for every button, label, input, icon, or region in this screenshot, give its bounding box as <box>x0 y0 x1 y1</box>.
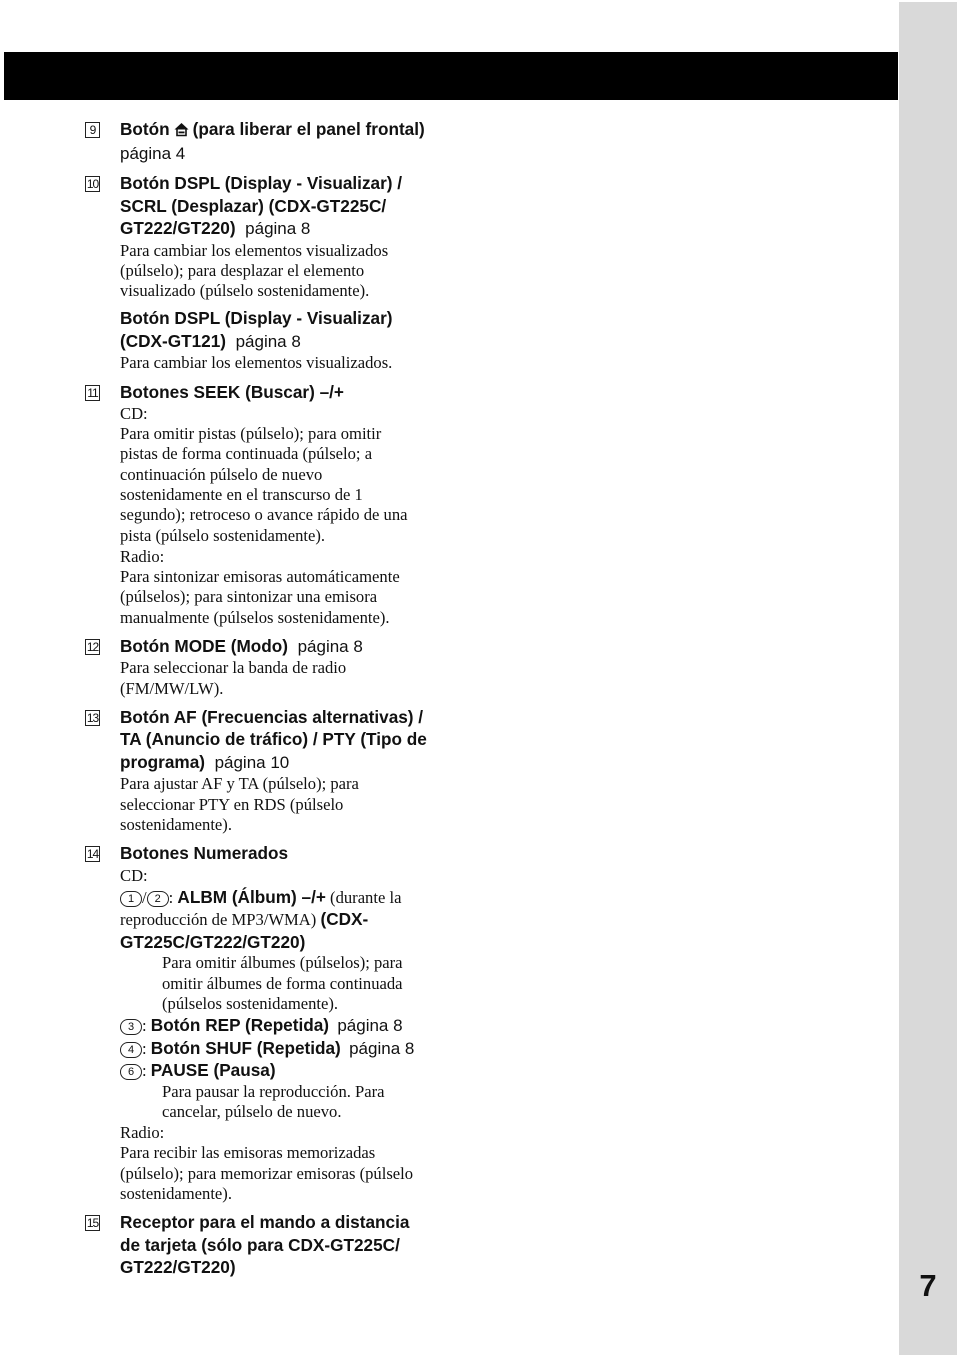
item-number: 15 <box>86 1216 99 1231</box>
header-bar <box>4 52 898 100</box>
cd-label: CD: <box>120 404 148 424</box>
description: Para omitir álbumes (púlselos); para <box>162 953 403 973</box>
description: pista (púlselo sostenidamente). <box>120 525 326 545</box>
item-heading: de tarjeta (sólo para CDX-GT225C/ <box>120 1234 400 1255</box>
description: Para omitir pistas (púlselo); para omitir <box>120 424 382 444</box>
item-heading: programa) página 10 <box>120 751 290 772</box>
pause-label: PAUSE (Pausa) <box>150 1060 276 1081</box>
side-tab <box>899 2 957 1355</box>
description: omitir álbumes de forma continuada <box>162 973 403 993</box>
item-heading: Botón AF (Frecuencias alternativas) / <box>120 706 424 727</box>
button-2-icon: 2 <box>147 891 169 907</box>
description: (FM/MW/LW). <box>120 678 224 698</box>
model-label: (CDX- <box>320 909 369 930</box>
page-reference: página 8 <box>349 1038 415 1058</box>
list-item-14 <box>85 842 485 1204</box>
shuf-label: Botón SHUF (Repetida) <box>150 1037 341 1058</box>
list-item-12 <box>85 635 485 699</box>
item-heading: GT222/GT220) <box>120 1257 236 1278</box>
description: seleccionar PTY en RDS (púlselo <box>120 794 344 814</box>
button-3-icon: 3 <box>120 1019 142 1035</box>
description: sostenidamente). <box>120 1183 232 1203</box>
item-number: 12 <box>86 639 99 654</box>
item-number: 11 <box>85 385 100 401</box>
description: Para pausar la reproducción. Para <box>162 1081 385 1101</box>
page-reference: página 8 <box>245 219 311 238</box>
description: (púlselos); para sintonizar una emisora <box>120 587 378 607</box>
description: pistas de forma continuada (púlselo; a <box>120 444 373 464</box>
cd-label: CD: <box>120 865 148 885</box>
description: visualizado (púlselo sostenidamente). <box>120 281 370 301</box>
button-6-icon: 6 <box>120 1064 142 1080</box>
item-number: 10 <box>86 177 99 191</box>
list-item-11 <box>85 381 485 628</box>
item-number: 14 <box>86 847 99 862</box>
item-heading: Botón DSPL (Display - Visualizar) <box>120 308 393 329</box>
description: Para cambiar los elementos visualizados <box>120 240 389 260</box>
page-number: 7 <box>919 1268 937 1303</box>
description: Para recibir las emisoras memorizadas <box>120 1143 376 1163</box>
pause-line: 6 : PAUSE (Pausa) <box>120 1059 485 1082</box>
description: Para ajustar AF y TA (púlselo); para <box>120 774 359 794</box>
description: Para sintonizar emisoras automáticamente <box>120 566 400 586</box>
button-4-icon: 4 <box>120 1042 142 1058</box>
page-reference: página 8 <box>235 331 301 351</box>
rep-line: 3 : Botón REP (Repetida) página 8 <box>120 1014 485 1037</box>
description: sostenidamente en el transcurso de 1 <box>120 485 363 505</box>
item-list <box>85 118 485 1286</box>
page-reference: página 8 <box>337 1016 403 1036</box>
description: cancelar, púlselo de nuevo. <box>162 1102 342 1122</box>
item-heading: GT222/GT220) página 8 <box>120 218 311 238</box>
item-heading: Botón (para liberar el panel frontal) <box>120 118 485 143</box>
item-heading: Botón DSPL (Display - Visualizar) / <box>120 173 403 193</box>
item-heading: Botones SEEK (Buscar) –/+ <box>120 381 344 402</box>
description: (púlselo); para memorizar emisoras (púlselo <box>120 1163 414 1183</box>
item-number: 9 <box>85 122 100 138</box>
list-item-9 <box>85 118 485 165</box>
eject-icon <box>173 120 190 143</box>
shuf-line: 4 : Botón SHUF (Repetida) página 8 <box>120 1037 485 1060</box>
description: (púlselos sostenidamente). <box>162 993 339 1013</box>
page-reference: página 10 <box>214 752 290 772</box>
list-item-10 <box>85 172 485 374</box>
item-heading: (CDX-GT121) página 8 <box>120 330 301 351</box>
item-heading: TA (Anuncio de tráfico) / PTY (Tipo de <box>120 729 427 750</box>
description: continuación púlselo de nuevo <box>120 464 323 484</box>
page-reference: página 8 <box>297 636 363 656</box>
button-1-icon: 1 <box>120 891 142 907</box>
description: segundo); retroceso o avance rápido de una <box>120 505 408 525</box>
list-item-15 <box>85 1211 485 1279</box>
page-reference: página 4 <box>120 143 186 163</box>
item-heading: SCRL (Desplazar) (CDX-GT225C/ <box>120 195 387 216</box>
description: Para seleccionar la banda de radio <box>120 658 347 678</box>
rep-label: Botón REP (Repetida) <box>150 1015 330 1036</box>
description: (púlselo); para desplazar el elemento <box>120 260 365 280</box>
radio-label: Radio: <box>120 546 165 566</box>
radio-label: Radio: <box>120 1123 165 1143</box>
list-item-13 <box>85 706 485 835</box>
description: manualmente (púlselos sostenidamente). <box>120 607 390 627</box>
description: sostenidamente). <box>120 815 232 835</box>
albm-line: 1 / 2 : ALBM (Álbum) –/+ (durante la <box>120 886 485 909</box>
item-number: 13 <box>86 710 99 725</box>
item-heading: Botones Numerados <box>120 843 289 864</box>
albm-line: reproducción de MP3/WMA) (CDX- <box>120 909 369 930</box>
item-heading: Botón MODE (Modo) página 8 <box>120 635 363 656</box>
description: Para cambiar los elementos visualizados. <box>120 353 393 373</box>
model-label: GT225C/GT222/GT220) <box>120 931 306 952</box>
item-heading: Receptor para el mando a distancia <box>120 1212 410 1233</box>
albm-label: ALBM (Álbum) –/+ <box>177 886 326 907</box>
